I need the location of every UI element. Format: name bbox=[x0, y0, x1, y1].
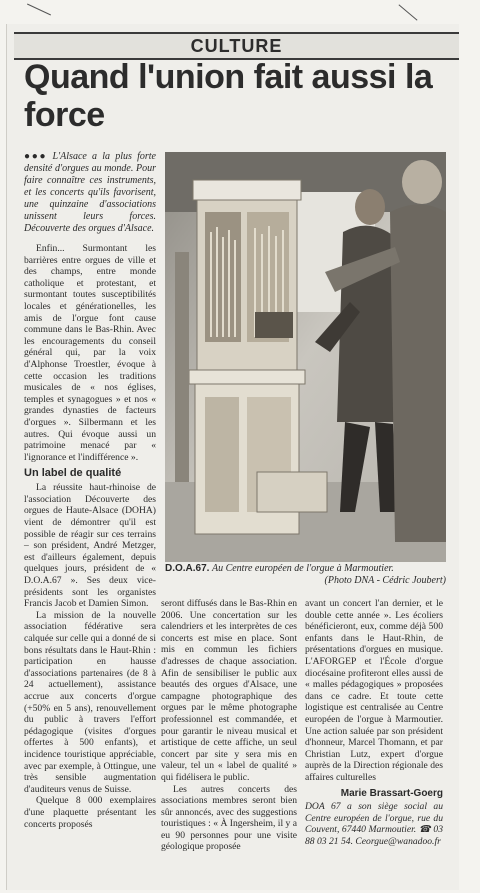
paragraph-2: La réussite haut-rhinoise de l'association Découverte des orgues de Haute-Alsace (DOHA) vient de démontrer qu'il est possible de réagir sur ces terrains – son président, André Metzger, est d'ailleurs également, depuis quelques jours, président de « D.O.A.67 ». Ses deux vice-présidents sont les organistes Francis Jacob et Damien Simon. bbox=[24, 482, 156, 610]
column-right bbox=[305, 598, 443, 847]
lead-paragraph bbox=[24, 151, 156, 235]
paragraph-3: La mission de la nouvelle association fédérative sera calquée sur celle qui a donné de si bons résultats dans le Haut-Rhin : participation en hausse d'associations partenaires (de 8 à 24 actuellement), assistance accrue aux concerts d'orgue (+50% en 5 ans), renouvellement du public à travers l'effort pédagogique (visites d'orgues offertes à 500 enfants), et incidence touristique appréciable, avec par exemple, à Ottingue, une très sensible augmentation d'auditeurs venus de Suisse. bbox=[24, 609, 156, 795]
lead-bullets: ●●● bbox=[24, 151, 48, 162]
paragraph-6: Les autres concerts des associations membres seront bien sûr annoncés, avec des suggestions touristiques : « À Ingersheim, il y a eu 90 personnes pour une visite géologique proposée bbox=[161, 783, 297, 853]
caption-tag: D.O.A.67. bbox=[165, 563, 210, 574]
column-middle bbox=[161, 598, 297, 853]
organ-photo bbox=[165, 152, 446, 562]
section-rubric: CULTURE bbox=[14, 32, 459, 60]
paragraph-7: avant un concert l'an dernier, et le double cette année ». Les écoliers bénéficieront, eux, comme déjà 500 enfants dans le Haut-Rhin, de présentations d'orgues en musique. L'AFORGEP et l'École d'orgue diocésaine profiteront elles aussi de « malles pédagogiques » proposées dans ce cadre. Et toute cette logistique est centralisée au Centre européen de l'orgue à Marmoutier. Une action saluée par son président d'honneur, Marcel Thomann, et par Christian Lutz, expert d'orgue auprès de la Direction régionale des affaires culturelles bbox=[305, 598, 443, 783]
organ-photo-illustration bbox=[165, 152, 446, 562]
paragraph-4: Quelque 8 000 exemplaires d'une plaquette présentant les concerts proposés bbox=[24, 795, 156, 830]
author-byline: Marie Brassart-Goerg bbox=[340, 787, 443, 799]
footnote-address: DOA 67 a son siège social au Centre européen de l'orgue, rue du Couvent, 67440 Marmoutier. ☎ 03 88 03 21 54. Ceorgue@wanadoo.fr bbox=[305, 801, 443, 847]
fold-mark-right bbox=[398, 4, 417, 20]
paragraph-1: Enfin... Surmontant les barrières entre orgues de ville et des champs, entre monde catholique et protestant, et surmontant toutes susceptibilités locales et générationelles, les amis de l'orgue font cause commune dans le Bas-Rhin. Avec les encouragements du conseil général qui, par la voix d'Alphonse Troestler, évoque à cette occasion les traditions musicales de « nos églises, temples et synagogues » et nos « grandes dynasties de facteurs d'orgues ». Silbermann et les autres. Qui évoque aussi un patrimoine menacé par « l'ignorance et l'indifférence ». bbox=[24, 243, 156, 463]
caption-text: Au Centre européen de l'orgue à Marmoutier. bbox=[211, 563, 394, 574]
photo-credit: (Photo DNA - Cédric Joubert) bbox=[324, 574, 446, 586]
paragraph-5: seront diffusés dans le Bas-Rhin en 2006. Une concertation sur les calendriers et les interprètes de ces concerts est mise en place. Sont mis en commun les fichiers d'adresses de chaque association. Afin de sensibiliser le public aux beautés des orgues d'Alsace, une campagne photographique des orgues par le même photographe professionnel est commandée, et pour garantir le niveau musical et artistique de cette affiche, un seul concert par site y sera mis en valeur, tel un « label de qualité » qui fidélisera le public. bbox=[161, 598, 297, 783]
column-left bbox=[24, 151, 156, 830]
lead-text: L'Alsace a la plus forte densité d'orgues au monde. Pour faire connaître ces instruments, et les concerts qu'ils favorisent, une quinzaine d'associations unissent leurs forces. Découverte des orgues d'Alsace. bbox=[24, 151, 156, 234]
fold-mark-left bbox=[27, 4, 51, 16]
article-headline: Quand l'union fait aussi la force bbox=[24, 58, 433, 134]
subheading: Un label de qualité bbox=[24, 467, 122, 480]
photo-caption bbox=[165, 563, 446, 586]
